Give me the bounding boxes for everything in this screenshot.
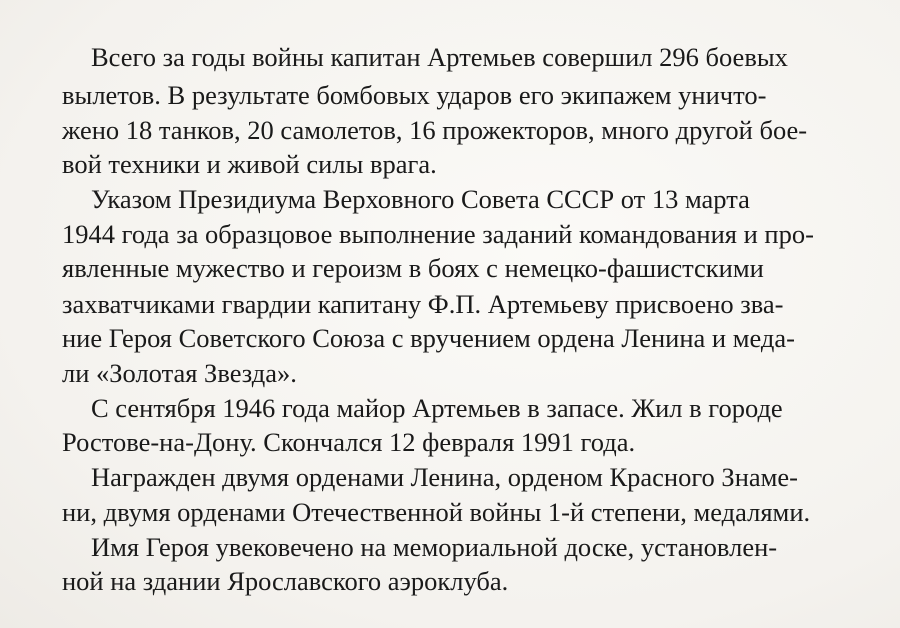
text-line: явленные мужество и героизм в боях с немецко-фашистскими [62,253,764,283]
text-line: Ростове-на-Дону. Скончался 12 февраля 1991 года. [62,427,636,457]
text-line: ни, двумя орденами Отечественной войны 1-й степени, медалями. [62,497,811,527]
text-line: ние Героя Советского Союза с вручением ордена Ленина и меда- [62,323,795,353]
text-line: Всего за годы войны капитан Артемьев совершил 296 боевых [91,42,788,72]
text-line: вылетов. В результате бомбовых ударов его экипажем уничто- [62,80,767,110]
text-line: Имя Героя увековечено на мемориальной доске, установлен- [91,532,778,562]
text-line: ли «Золотая Звезда». [62,358,297,388]
text-line: ной на здании Ярославского аэроклуба. [62,566,509,596]
text-line: Награжден двумя орденами Ленина, орденом Красного Знаме- [91,462,798,492]
text-line: жено 18 танков, 20 самолетов, 16 прожекторов, много другой бое- [62,115,808,145]
text-line: С сентября 1946 года майор Артемьев в запасе. Жил в городе [91,393,783,423]
text-line: Указом Президиума Верховного Совета СССР от 13 марта [91,184,750,214]
text-line: вой техники и живой силы врага. [62,149,437,179]
text-line: захватчиками гвардии капитану Ф.П. Артемьеву присвоено зва- [62,289,784,319]
text-line: 1944 года за образцовое выполнение заданий командования и про- [62,219,814,249]
